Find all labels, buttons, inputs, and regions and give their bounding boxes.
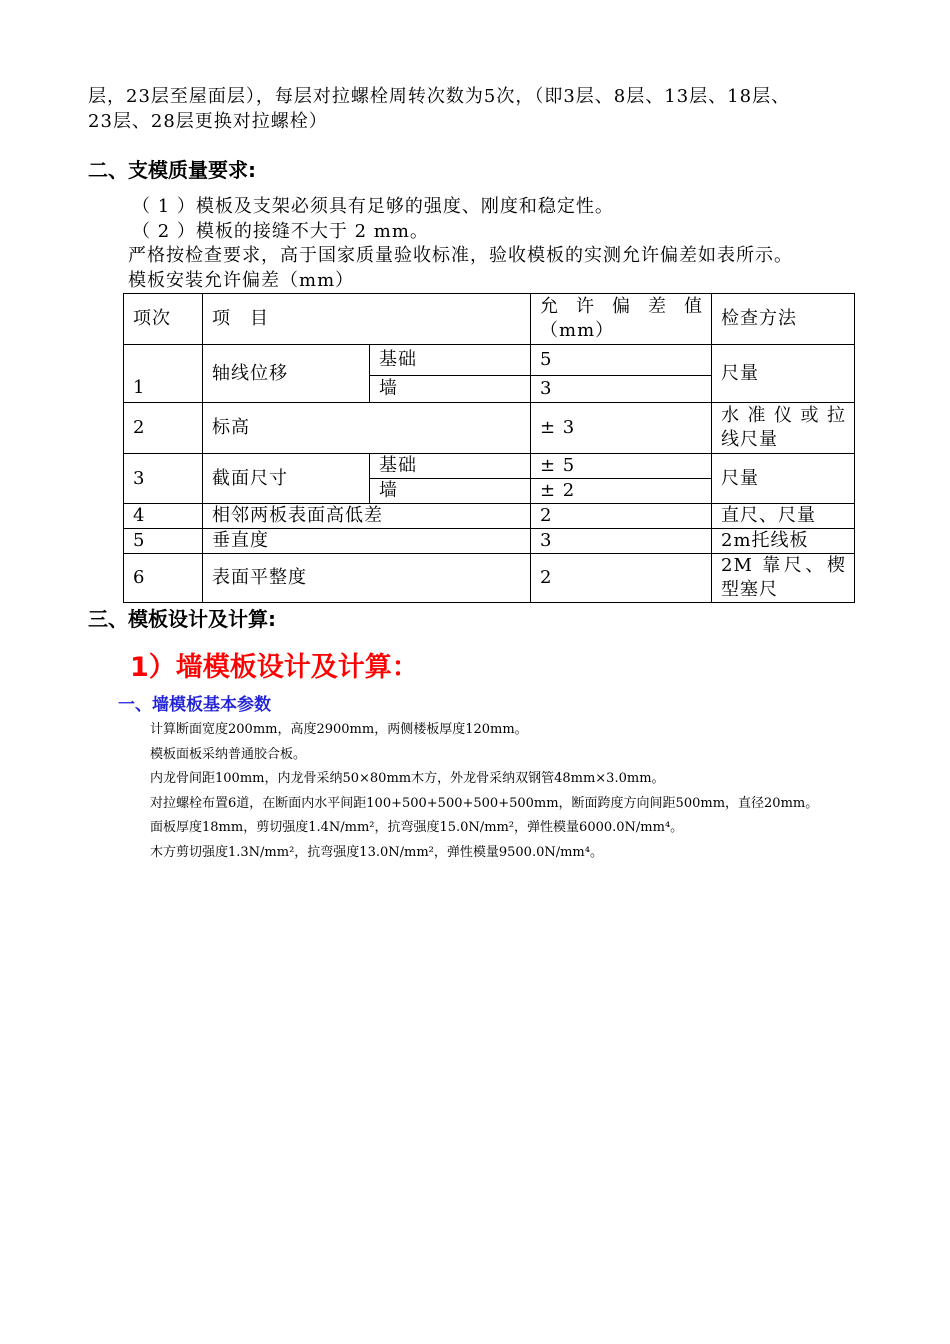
row-item: 相邻两板表面高低差 (203, 504, 531, 529)
param-line: 计算断面宽度200mm，高度2900mm，两侧楼板厚度120mm。 (150, 722, 528, 737)
table-header-row (124, 294, 855, 345)
param-line: 内龙骨间距100mm，内龙骨采纳50×80mm木方，外龙骨采纳双钢管48mm×3.0mm。 (150, 771, 665, 786)
row-sub-item: 基础 (370, 454, 531, 479)
row-method (712, 403, 855, 454)
header-method: 检查方法 (712, 294, 855, 345)
row-method-line-2: 型塞尺 (721, 579, 778, 600)
table-caption: 模板安装允许偏差（mm） (128, 269, 355, 291)
header-tolerance-line-2: （mm） (540, 320, 615, 341)
row-no: 6 (124, 554, 203, 603)
table-row (124, 504, 855, 529)
row-no: 2 (124, 403, 203, 454)
requirement-paragraph: 严格按检查要求，高于国家质量验收标准，验收模板的实测允许偏差如表所示。 (128, 245, 793, 266)
intro-line-1: 层，23层至屋面层），每层对拉螺栓周转次数为5次，（即3层、8层、13层、18层、 (88, 86, 791, 107)
row-sub-item: 墙 (370, 479, 531, 504)
row-method: 2m托线板 (712, 529, 855, 554)
row-value: ± 3 (531, 403, 712, 454)
header-item: 项 目 (203, 294, 531, 345)
quality-requirements (128, 195, 793, 293)
row-value: 3 (531, 376, 712, 403)
intro-paragraph (88, 84, 878, 134)
row-no: 4 (124, 504, 203, 529)
wall-formwork-heading: 1）墙模板设计及计算： (130, 652, 419, 683)
row-method: 尺量 (712, 345, 855, 403)
table-row (124, 554, 855, 603)
row-sub-item: 墙 (370, 376, 531, 403)
header-tolerance-line-1: 允许偏差值 (540, 296, 703, 317)
row-item: 标高 (203, 403, 531, 454)
row-item: 垂直度 (203, 529, 531, 554)
tolerance-table (123, 293, 855, 603)
param-line: 木方剪切强度1.3N/mm²，抗弯强度13.0N/mm²，弹性模量9500.0N/mm⁴。 (150, 844, 603, 860)
row-item: 截面尺寸 (203, 454, 370, 504)
section-2-heading: 二、支模质量要求: (88, 158, 256, 182)
row-value: 2 (531, 504, 712, 529)
row-no: 3 (124, 454, 203, 504)
param-line: 模板面板采纳普通胶合板。 (150, 746, 307, 762)
table-row (124, 345, 855, 376)
table-row (124, 454, 855, 479)
row-value: 5 (531, 345, 712, 376)
requirement-item-2: （ 2 ）模板的接缝不大于 2 mm。 (132, 220, 429, 242)
basic-params-list (150, 718, 818, 865)
param-line: 面板厚度18mm，剪切强度1.4N/mm²，抗弯强度15.0N/mm²，弹性模量6000.0N/mm⁴。 (150, 820, 684, 835)
row-method: 直尺、尺量 (712, 504, 855, 529)
header-no: 项次 (124, 294, 203, 345)
basic-params-heading: 一、墙模板基本参数 (118, 695, 271, 715)
row-value: 3 (531, 529, 712, 554)
row-value: 2 (531, 554, 712, 603)
row-sub-item: 基础 (370, 345, 531, 376)
table-row (124, 529, 855, 554)
row-method-line-1: 水准仪或拉 (721, 405, 846, 426)
section-3-heading: 三、模板设计及计算: (88, 607, 276, 631)
row-method-line-2: 线尺量 (721, 429, 778, 450)
row-no: 5 (124, 529, 203, 554)
intro-line-2: 23层、28层更换对拉螺栓） (88, 111, 328, 132)
row-value: ± 2 (531, 479, 712, 504)
row-method: 尺量 (712, 454, 855, 504)
row-no: 1 (124, 345, 203, 403)
row-method (712, 554, 855, 603)
row-item: 表面平整度 (203, 554, 531, 603)
param-line: 对拉螺栓布置6道，在断面内水平间距100+500+500+500+500mm，断面跨度方向间距500mm，直径20mm。 (150, 795, 819, 811)
row-item: 轴线位移 (203, 345, 370, 403)
table-row (124, 403, 855, 454)
row-value: ± 5 (531, 454, 712, 479)
requirement-item-1: （ 1 ）模板及支架必须具有足够的强度、刚度和稳定性。 (132, 196, 614, 217)
row-method-line-1: 2M 靠尺、楔 (721, 555, 846, 576)
header-tolerance (531, 294, 712, 345)
